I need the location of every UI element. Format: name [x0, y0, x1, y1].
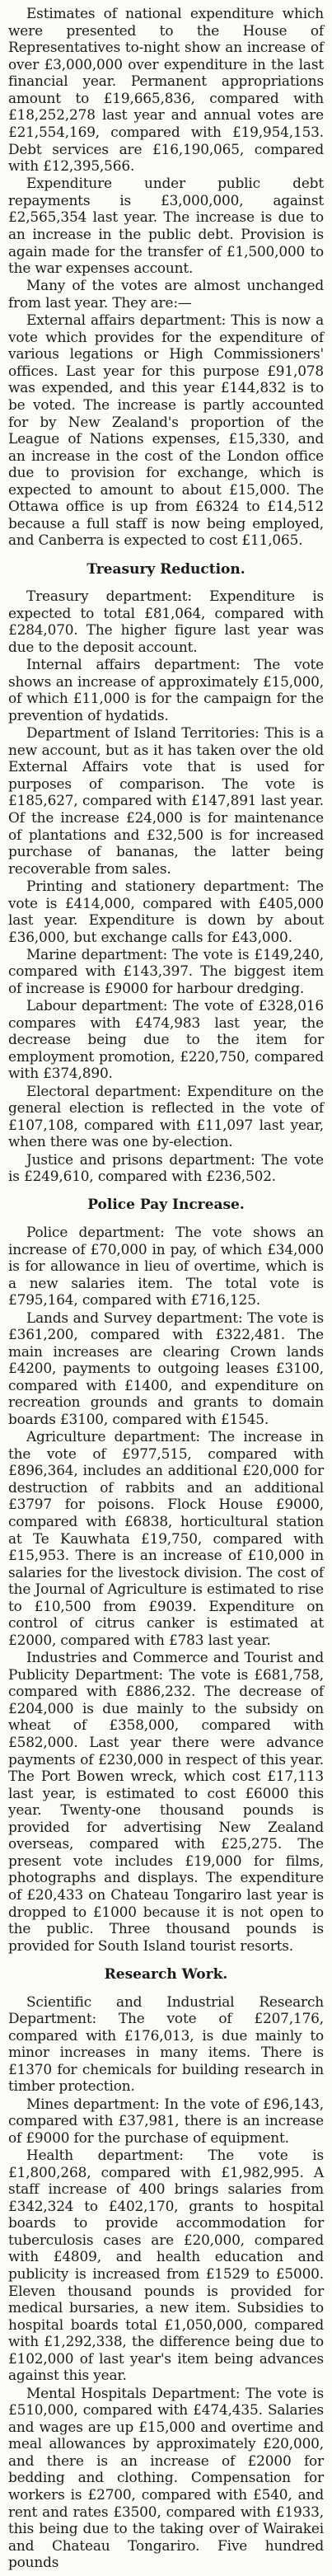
paragraph: Scientific and Industrial Research Department: The vote of £207,176, compared with £176,013, is due mainly to minor increases in many items. There is £1370 for chemicals for building research in timber protection.	[8, 1993, 324, 2095]
paragraph: Labour department: The vote of £328,016 compares with £474,983 last year, the decrease being due to the item for employment promotion, £220,750, compared with £374,890.	[8, 997, 324, 1082]
paragraph: Mines department: In the vote of £96,143, compared with £37,981, there is an increase of £9000 for the purchase of equipment.	[8, 2095, 324, 2146]
paragraph: Industries and Commerce and Tourist and Publicity Department: The vote is £681,758, compared with £886,232. The decrease of £204,000 is due mainly to the subsidy on wheat of £358,000, compared with £582,000. Last year there were advance payments of £230,000 in respect of this year. The Port Bowen wreck, which cost £17,113 last year, is estimated to cost £6000 this year. Twenty-one thousand pounds is provided for advertising New Zealand overseas, compared with £25,275. The present vote includes £19,000 for films, photographs and displays. The expenditure of £20,433 on Chateau Tongariro last year is dropped to £1000 because it is not open to the public. Three thousand pounds is provided for South Island tourist resorts.	[8, 1649, 324, 1954]
article-column	[8, 5, 324, 2571]
paragraph: Health department: The vote is £1,800,268, compared with £1,982,995. A staff increase of 400 brings salaries from £342,324 to £402,170, grants to hospital boards to provide accommodation for tuberculosis cases are £20,000, compared with £4809, and health education and publicity is increased from £1529 to £5000. Eleven thousand pounds is provided for medical bursaries, a new item. Subsidies to hospital boards total £1,050,000, compared with £1,292,338, the difference being due to £102,000 of last year's item being advances against this year.	[8, 2147, 324, 2384]
paragraph: Estimates of national expenditure which were presented to the House of Representatives to-night show an increase of over £3,000,000 over expenditure in the last financial year. Permanent appropriations amount to £19,665,836, compared with £18,252,278 last year and annual votes are £21,554,169, compared with £19,954,153. Debt services are £16,190,065, compared with £12,395,566.	[8, 5, 324, 175]
paragraph: Mental Hospitals Department: The vote is £510,000, compared with £474,435. Salaries and wages are up £15,000 and overtime and meal allowances by approximately £20,000, and there is an increase of £2000 for bedding and clothing. Compensation for workers is £2700, compared with £540, and rent and rates £3500, compared with £1933, this being due to the taking over of Wairakei and Chateau Tongariro. Five hundred pounds	[8, 2384, 324, 2571]
paragraph: Police department: The vote shows an increase of £70,000 in pay, of which £34,000 is for allowance in lieu of overtime, which is a new salaries item. The total vote is £795,164, compared with £716,125.	[8, 1224, 324, 1309]
paragraph: Lands and Survey department: The vote is £361,200, compared with £322,481. The main increases are clearing Crown lands £4200, payments to outgoing leases £3100, compared with £1400, and expenditure on recreation grounds and grants to domain boards £3100, compared with £1545.	[8, 1309, 324, 1427]
paragraph: Expenditure under public debt repayments is £3,000,000, against £2,565,354 last year. The increase is due to an increase in the public debt. Provision is again made for the transfer of £1,500,000 to the war expenses account.	[8, 175, 324, 277]
paragraph: Treasury department: Expenditure is expected to total £81,064, compared with £284,070. The higher figure last year was due to the deposit account.	[8, 588, 324, 656]
paragraph: Many of the votes are almost unchanged from last year. They are:—	[8, 277, 324, 311]
paragraph: Internal affairs department: The vote shows an increase of approximately £15,000, of which £11,000 is for the campaign for the prevention of hydatids.	[8, 656, 324, 724]
paragraph: Electoral department: Expenditure on the general election is reflected in the vote of £107,108, compared with £11,097 last year, when there was one by-election.	[8, 1082, 324, 1150]
paragraph: Department of Island Territories: This is a new account, but as it has taken over the old External Affairs vote that is used for purposes of comparison. The vote is £185,627, compared with £147,891 last year. Of the increase £24,000 is for maintenance of plantations and £32,500 is for increased purchase of bananas, the latter being recoverable from sales.	[8, 724, 324, 877]
section-heading: Police Pay Increase.	[87, 1197, 245, 1214]
paragraph: Marine department: The vote is £149,240, compared with £143,397. The biggest item of increase is £9000 for harbour dredging.	[8, 945, 324, 996]
paragraph: Printing and stationery department: The vote is £414,000, compared with £405,000 last year. Expenditure is down by about £36,000, but exchange calls for £43,000.	[8, 877, 324, 945]
paragraph: Justice and prisons department: The vote is £249,610, compared with £236,502.	[8, 1150, 324, 1185]
paragraph: External affairs department: This is now a vote which provides for the expenditure of various legations or High Commissioners' offices. Last year for this purpose £91,078 was expended, and this year £144,832 is to be voted. The increase is partly accounted for by New Zealand's proportion of the League of Nations expenses, £15,330, and an increase in the cost of the London office due to provision for exchange, which is expected to amount to about £15,000. The Ottawa office is up from £6324 to £14,512 because a full staff is now being employed, and Canberra is expected to cost £11,065.	[8, 311, 324, 549]
paragraph: Agriculture department: The increase in the vote of £977,515, compared with £896,364, includes an additional £20,000 for destruction of rabbits and an additional £3797 for poisons. Flock House £9000, compared with £6838, horticultural station at Te Kauwhata £19,750, compared with £15,953. There is an increase of £10,000 in salaries for the livestock division. The cost of the Journal of Agriculture is estimated to rise to £10,500 from £9039. Expenditure on control of citrus canker is estimated at £2000, compared with £783 last year.	[8, 1428, 324, 1648]
section-heading: Treasury Reduction.	[87, 560, 245, 578]
section-heading: Research Work.	[104, 1965, 228, 1983]
